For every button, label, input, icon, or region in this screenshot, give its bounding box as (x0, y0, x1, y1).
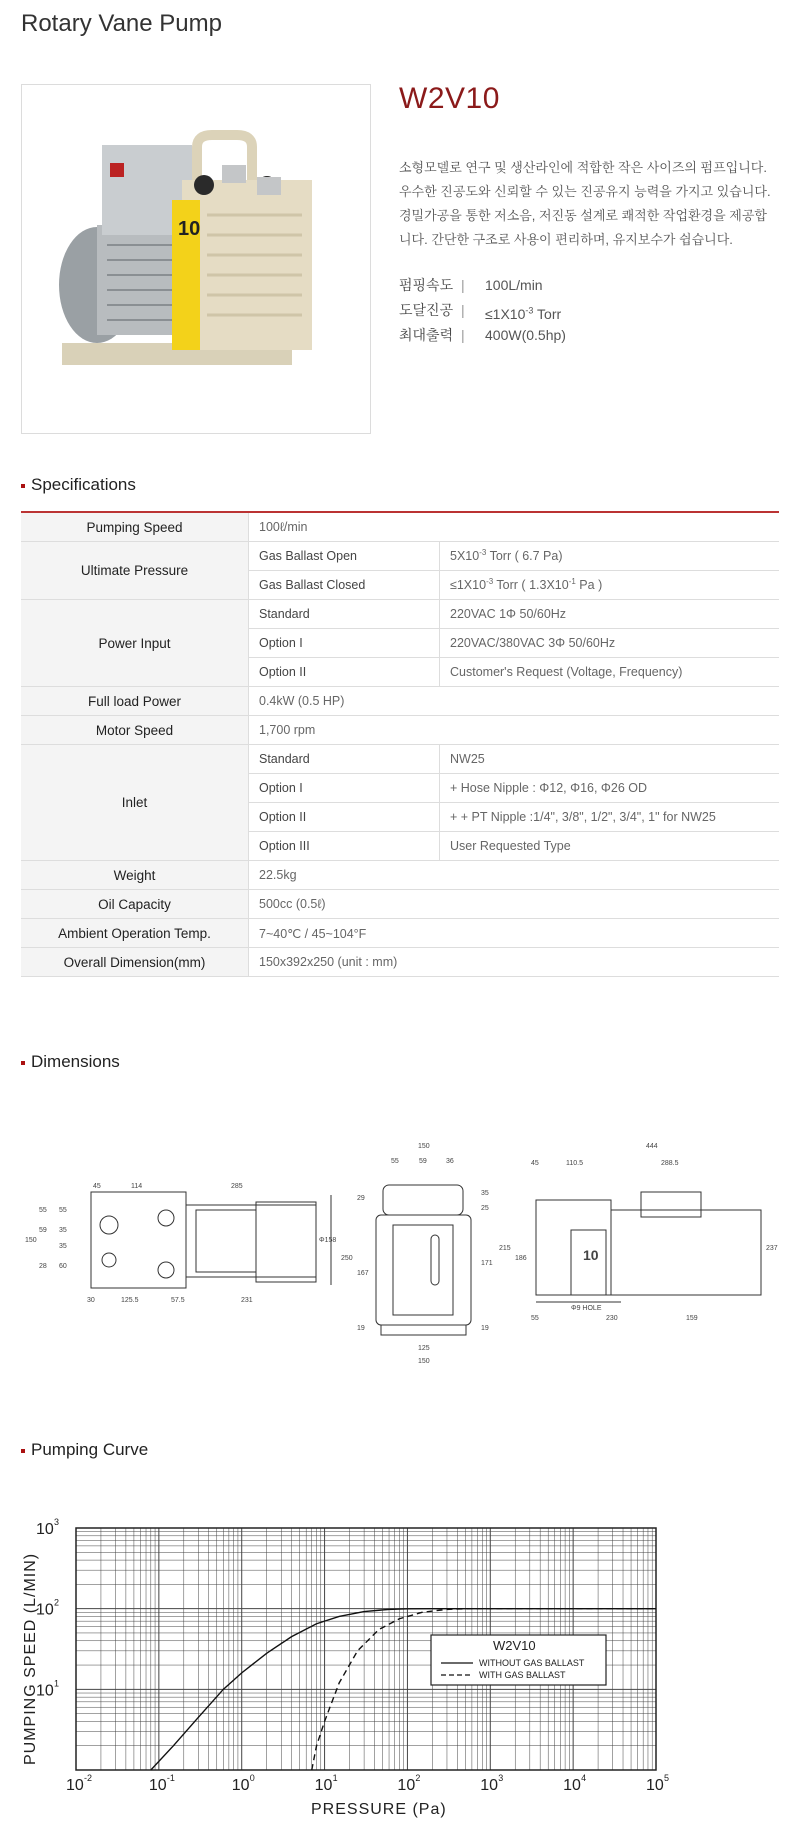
svg-text:35: 35 (481, 1190, 489, 1197)
svg-text:110.5: 110.5 (566, 1160, 583, 1167)
table-row: Option III User Requested Type (21, 832, 779, 861)
svg-text:45: 45 (93, 1183, 101, 1190)
x-tick-label: 10 (148, 1777, 167, 1794)
svg-text:35: 35 (59, 1227, 67, 1234)
x-tick-label: 10 (231, 1777, 250, 1794)
table-row: Option I + Hose Nipple : Φ12, Φ16, Φ26 OD (21, 774, 779, 803)
x-tick-exponent: 1 (332, 1773, 338, 1783)
x-tick-label: 10 (66, 1777, 84, 1794)
table-row: Full load Power 0.4kW (0.5 HP) (21, 687, 779, 716)
table-row: Overall Dimension(mm) 150x392x250 (unit : mm) (21, 948, 779, 977)
svg-text:29: 29 (357, 1195, 365, 1202)
x-tick-exponent: 4 (581, 1773, 587, 1783)
spec-key: 최대출력 (399, 327, 454, 343)
section-specifications: Specifications (21, 475, 136, 495)
photo-label: 10 (178, 218, 201, 240)
spec-table (21, 511, 779, 977)
y-tick-label: 10 (36, 1601, 54, 1619)
spec-value: 100L/min (485, 277, 543, 293)
top-view-drawing (91, 1192, 331, 1288)
svg-text:150: 150 (418, 1143, 430, 1150)
x-tick-exponent: -2 (84, 1773, 93, 1783)
page-title: Rotary Vane Pump (21, 10, 222, 37)
table-row: Ultimate Pressure Gas Ballast Open $5X10^{-3}$ Torr ( 6.7 Pa) (21, 542, 779, 571)
svg-text:Φ9 HOLE: Φ9 HOLE (571, 1305, 602, 1312)
svg-text:237: 237 (766, 1245, 778, 1252)
y-tick-exponent: 2 (54, 1597, 60, 1608)
svg-text:57.5: 57.5 (171, 1297, 185, 1304)
svg-text:55: 55 (531, 1315, 539, 1322)
svg-text:60: 60 (59, 1263, 67, 1270)
svg-text:231: 231 (241, 1297, 253, 1304)
svg-text:167: 167 (357, 1270, 369, 1277)
svg-text:171: 171 (481, 1260, 493, 1267)
svg-text:55: 55 (59, 1207, 67, 1214)
product-description: 소형모델로 연구 및 생산라인에 적합한 작은 사이즈의 펌프입니다. 우수한 진공도와 신뢰할 수 있는 진공유지 능력을 가지고 있습니다. 경밀가공을 통한 저소음, 저진동 설계로 쾌적한 작업환경을 제공합니다. 간단한 구조로 사용이 편리하며, 유지보수가 쉽습니다. (399, 160, 771, 247)
spec-value-unit: Torr (533, 306, 562, 322)
svg-text:150: 150 (418, 1358, 430, 1365)
table-row: Power Input Standard 220VAC 1Φ 50/60Hz (21, 600, 779, 629)
svg-text:215: 215 (499, 1245, 511, 1252)
spec-key: 펌핑속도 (399, 277, 454, 293)
x-tick-label: 10 (646, 1777, 664, 1794)
table-row: Gas Ballast Closed $\le 1X10^{-3}$ Torr ( $1.3X10^{-1}$ Pa ) (21, 571, 779, 600)
svg-text:285: 285 (231, 1183, 243, 1190)
svg-text:150: 150 (25, 1237, 37, 1244)
model-name: W2V10 (399, 82, 500, 115)
x-tick-exponent: 0 (249, 1773, 255, 1783)
pumping-curve-chart (21, 1500, 671, 1830)
table-row: Pumping Speed 100ℓ/min (21, 512, 779, 542)
dimension-drawings (21, 1130, 781, 1370)
svg-text:59: 59 (419, 1158, 427, 1165)
spec-value-exponent: -3 (525, 305, 534, 316)
x-tick-exponent: 3 (498, 1773, 504, 1783)
svg-text:250: 250 (341, 1255, 353, 1262)
svg-text:36: 36 (446, 1158, 454, 1165)
table-row: Option I 220VAC/380VAC 3Φ 50/60Hz (21, 629, 779, 658)
svg-text:159: 159 (686, 1315, 698, 1322)
spec-ultimate-vacuum: 도달진공 | $\le 1X10^{-3}$ Torr (399, 302, 562, 322)
x-tick-exponent: 5 (664, 1773, 670, 1783)
table-row: Inlet Standard NW25 (21, 745, 779, 774)
x-tick-label: 10 (480, 1777, 499, 1794)
legend-entry: WITHOUT GAS BALLAST (479, 1658, 585, 1668)
svg-text:25: 25 (481, 1205, 489, 1212)
svg-text:125: 125 (418, 1345, 430, 1352)
table-row: Oil Capacity 500cc (0.5ℓ) (21, 890, 779, 919)
y-axis-label: PUMPING SPEED (L/MIN) (22, 1552, 39, 1765)
svg-text:55: 55 (391, 1158, 399, 1165)
svg-text:10: 10 (583, 1247, 599, 1263)
svg-text:19: 19 (481, 1325, 489, 1332)
svg-text:288.5: 288.5 (661, 1160, 679, 1167)
spec-value: 400W(0.5hp) (485, 327, 566, 343)
side-view-drawing (536, 1192, 761, 1302)
svg-text:186: 186 (515, 1255, 527, 1262)
legend-title: W2V10 (493, 1638, 536, 1653)
x-tick-exponent: -1 (166, 1773, 175, 1783)
svg-text:125.5: 125.5 (121, 1297, 139, 1304)
table-row: Weight 22.5kg (21, 861, 779, 890)
spec-value: ≤1X10 (485, 306, 526, 322)
y-tick-exponent: 3 (54, 1517, 60, 1527)
spec-max-output: 최대출력 | 400W(0.5hp) (399, 327, 566, 343)
svg-text:Φ158: Φ158 (319, 1237, 337, 1244)
table-row: Option II + + PT Nipple :1/4", 3/8", 1/2", 3/4", 1" for NW25 (21, 803, 779, 832)
table-row: Option II Customer's Request (Voltage, Frequency) (21, 658, 779, 687)
svg-text:28: 28 (39, 1263, 47, 1270)
legend-entry: WITH GAS BALLAST (479, 1670, 566, 1680)
end-view-drawing (376, 1185, 471, 1335)
x-tick-exponent: 2 (415, 1773, 421, 1783)
y-tick-exponent: 1 (54, 1678, 60, 1689)
section-pumping-curve: Pumping Curve (21, 1440, 148, 1460)
x-tick-label: 10 (563, 1777, 581, 1794)
section-dimensions: Dimensions (21, 1052, 120, 1072)
svg-text:59: 59 (39, 1227, 47, 1234)
svg-text:114: 114 (131, 1183, 143, 1190)
y-tick-label: 10 (36, 1521, 54, 1538)
table-row: Motor Speed 1,700 rpm (21, 716, 779, 745)
svg-text:35: 35 (59, 1243, 67, 1250)
product-photo-frame (21, 84, 371, 434)
svg-text:30: 30 (87, 1297, 95, 1304)
svg-text:230: 230 (606, 1315, 618, 1322)
x-tick-label: 10 (397, 1777, 416, 1794)
svg-text:45: 45 (531, 1160, 539, 1167)
y-tick-label: 10 (36, 1682, 54, 1700)
svg-text:55: 55 (39, 1207, 47, 1214)
spec-key: 도달진공 (399, 302, 454, 318)
x-axis-label: PRESSURE (Pa) (311, 1801, 447, 1818)
svg-text:444: 444 (646, 1143, 658, 1150)
pump-photo (22, 85, 370, 433)
svg-text:19: 19 (357, 1325, 365, 1332)
x-tick-label: 10 (314, 1777, 333, 1794)
table-row: Ambient Operation Temp. 7~40℃ / 45~104°F (21, 919, 779, 948)
spec-pumping-speed: 펌핑속도 | 100L/min (399, 277, 543, 293)
